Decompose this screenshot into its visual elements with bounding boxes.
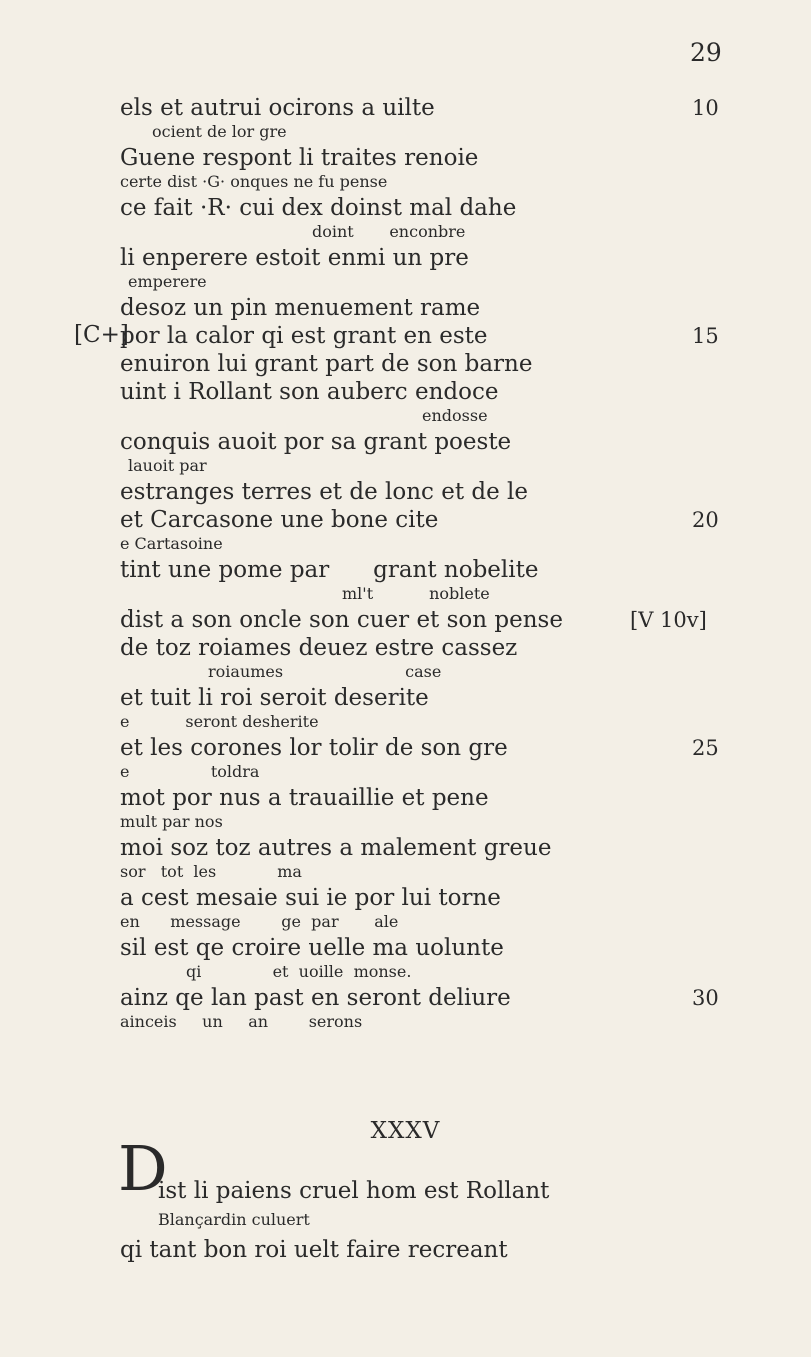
verse-line: qi tant bon roi uelt faire recreant [120,1237,508,1263]
verse-line: ist li paiens cruel hom est Rollant [158,1178,550,1204]
gloss-line: endosse [422,406,488,425]
verse-line: a cest mesaie sui ie por lui torne [120,885,501,911]
verse-line: ce fait ·R· cui dex doinst mal dahe [120,195,517,221]
gloss-line: e seront desherite [120,712,319,731]
gloss-line: mult par nos [120,812,223,831]
gloss-line: certe dist ·G· onques ne fu pense [120,172,388,191]
verse-line: uint i Rollant son auberc endoce [120,379,499,405]
verse-line: li enperere estoit enmi un pre [120,245,469,271]
verse-line: dist a son oncle son cuer et son pense [120,607,563,633]
gloss-line: qi et uoille monse. [186,962,412,981]
line-marker: 10 [692,96,719,120]
verse-line: ainz qe lan past en seront deliure [120,985,511,1011]
gloss-line: roiaumes case [208,662,442,681]
gloss-line: lauoit par [128,456,207,475]
verse-line: por la calor qi est grant en este [120,323,488,349]
gloss-line: ml't noblete [342,584,490,603]
page-number: 29 [690,38,722,67]
verse-line: moi soz toz autres a malement greue [120,835,552,861]
verse-line: et les corones lor tolir de son gre [120,735,508,761]
line-marker: [V 10v] [630,608,707,632]
verse-line: mot por nus a trauaillie et pene [120,785,489,811]
verse-line: enuiron lui grant part de son barne [120,351,533,377]
gloss-line: emperere [128,272,207,291]
gloss-line: ocient de lor gre [152,122,287,141]
gloss-line: e Cartasoine [120,534,223,553]
verse-line: et Carcasone une bone cite [120,507,439,533]
verse-line: desoz un pin menuement rame [120,295,481,321]
gloss-line: doint enconbre [312,222,466,241]
manuscript-siglum: [C+] [74,322,129,348]
verse-line: et tuit li roi seroit deserite [120,685,429,711]
line-marker: 30 [692,986,719,1010]
section-title: XXXV [370,1118,441,1144]
gloss-line: ainceis un an serons [120,1012,363,1031]
verse-line: tint une pome par grant nobelite [120,557,539,583]
gloss-line: Blançardin culuert [158,1210,310,1229]
gloss-line: en message ge par ale [120,912,399,931]
verse-line: de toz roiames deuez estre cassez [120,635,518,661]
verse-line: conquis auoit por sa grant poeste [120,429,512,455]
verse-line: els et autrui ocirons a uilte [120,95,435,121]
drop-cap: D [118,1132,168,1205]
line-marker: 15 [692,324,719,348]
gloss-line: e toldra [120,762,260,781]
line-marker: 25 [692,736,719,760]
verse-line: sil est qe croire uelle ma uolunte [120,935,504,961]
gloss-line: sor tot les ma [120,862,302,881]
verse-line: estranges terres et de lonc et de le [120,479,528,505]
line-marker: 20 [692,508,719,532]
verse-line: Guene respont li traites renoie [120,145,479,171]
